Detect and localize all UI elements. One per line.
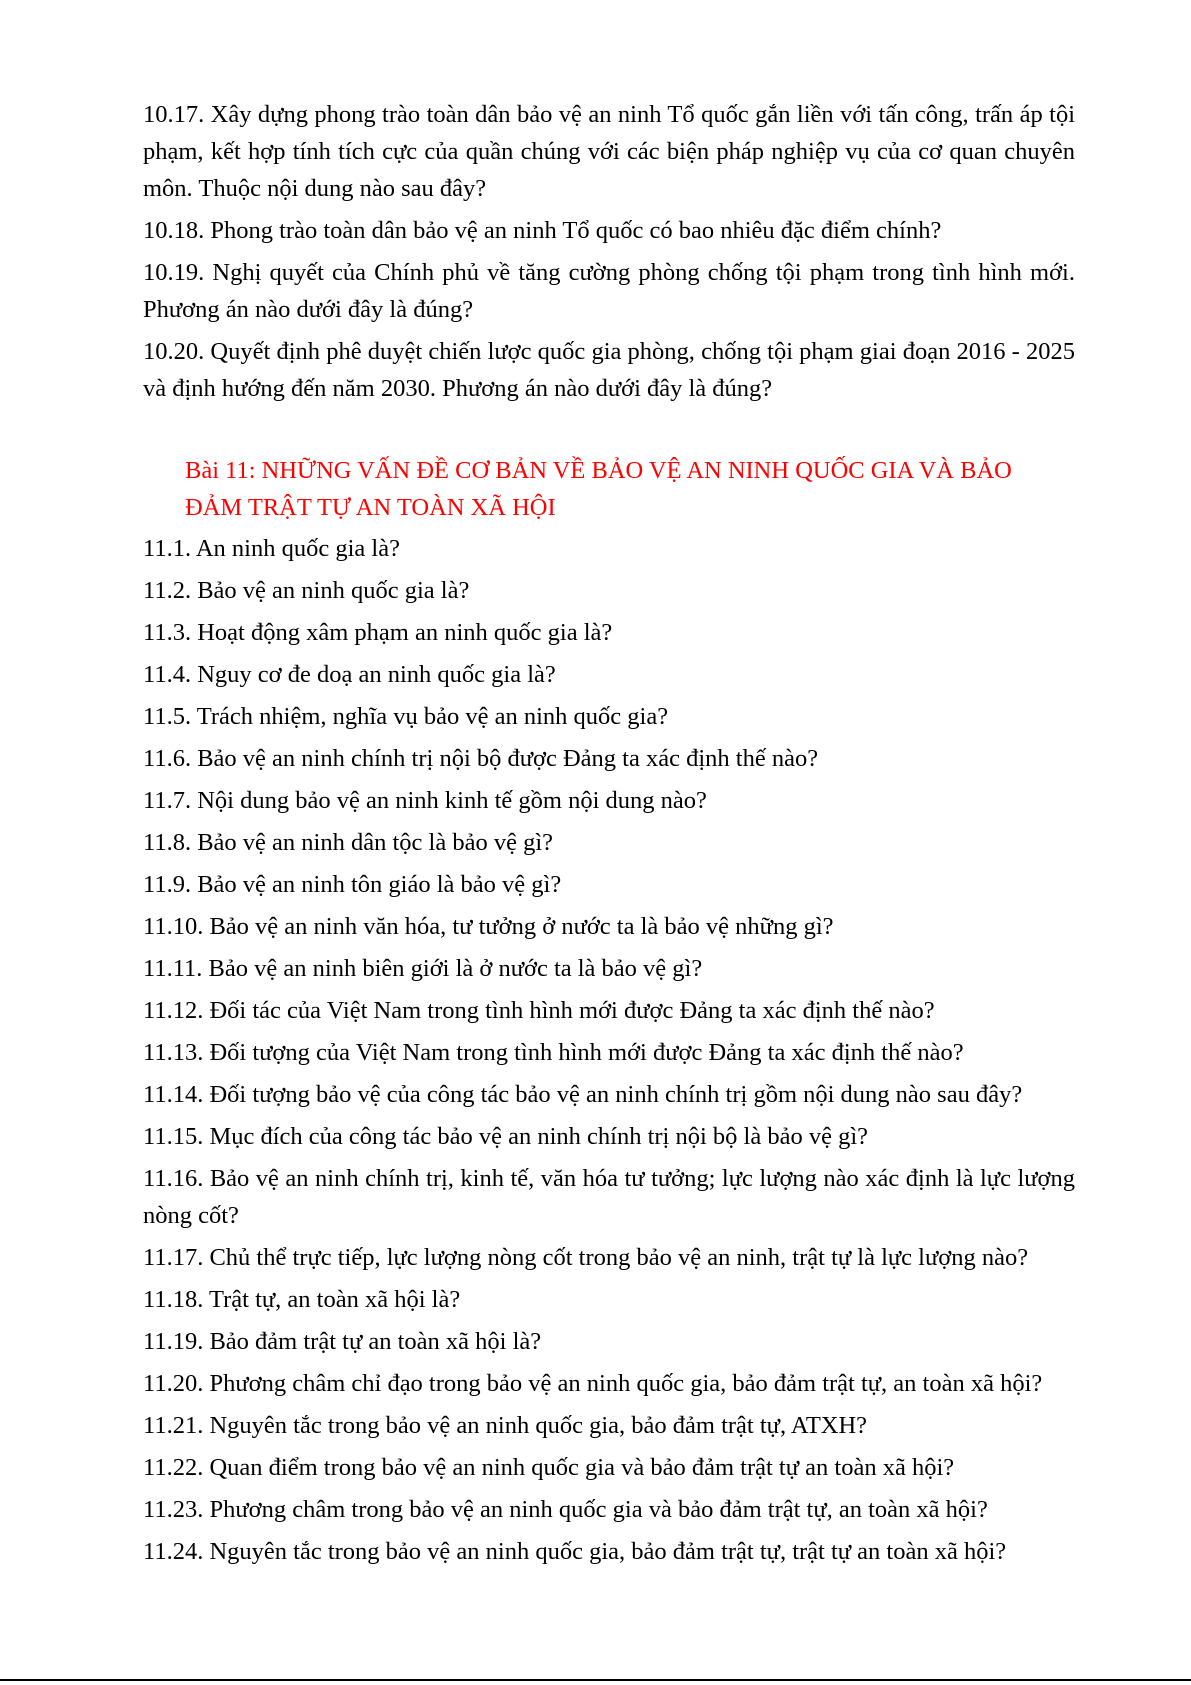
question-11-9: 11.9. Bảo vệ an ninh tôn giáo là bảo vệ gì?	[143, 871, 562, 898]
section-spacer	[143, 412, 1075, 452]
question-10-20: 10.20. Quyết định phê duyệt chiến lược quốc gia phòng, chống tội phạm giai đoạn 2016 - 2025 và định hướng đến năm 2030. Phương án nào dưới đây là đúng?	[143, 338, 1075, 402]
page-content	[143, 96, 1075, 1575]
question-11-23: 11.23. Phương châm trong bảo vệ an ninh quốc gia và bảo đảm trật tự, an toàn xã hội?	[143, 1496, 988, 1523]
questions-11-list	[143, 530, 1075, 1570]
page-bottom-border	[0, 1679, 1191, 1681]
questions-10-list	[143, 96, 1075, 407]
question-10-18: 10.18. Phong trào toàn dân bảo vệ an ninh Tổ quốc có bao nhiêu đặc điểm chính?	[143, 217, 942, 244]
question-11-1: 11.1. An ninh quốc gia là?	[143, 535, 400, 562]
question-11-16: 11.16. Bảo vệ an ninh chính trị, kinh tế, văn hóa tư tưởng; lực lượng nào xác định là lực lượng nòng cốt?	[143, 1165, 1075, 1229]
question-11-13: 11.13. Đối tượng của Việt Nam trong tình hình mới được Đảng ta xác định thế nào?	[143, 1039, 964, 1066]
question-11-2: 11.2. Bảo vệ an ninh quốc gia là?	[143, 577, 470, 604]
question-11-5: 11.5. Trách nhiệm, nghĩa vụ bảo vệ an ninh quốc gia?	[143, 703, 669, 730]
question-10-19: 10.19. Nghị quyết của Chính phủ về tăng cường phòng chống tội phạm trong tình hình mới. Phương án nào dưới đây là đúng?	[143, 259, 1075, 323]
question-11-15: 11.15. Mục đích của công tác bảo vệ an ninh chính trị nội bộ là bảo vệ gì?	[143, 1123, 869, 1150]
question-11-6: 11.6. Bảo vệ an ninh chính trị nội bộ được Đảng ta xác định thế nào?	[143, 745, 819, 772]
question-11-7: 11.7. Nội dung bảo vệ an ninh kinh tế gồm nội dung nào?	[143, 787, 707, 814]
question-11-19: 11.19. Bảo đảm trật tự an toàn xã hội là?	[143, 1328, 542, 1355]
section-11-heading: Bài 11: NHỮNG VẤN ĐỀ CƠ BẢN VỀ BẢO VỆ AN NINH QUỐC GIA VÀ BẢO ĐẢM TRẬT TỰ AN TOÀN XÃ HỘI	[185, 457, 1012, 521]
question-11-14: 11.14. Đối tượng bảo vệ của công tác bảo vệ an ninh chính trị gồm nội dung nào sau đây?	[143, 1081, 1023, 1108]
question-11-17: 11.17. Chủ thể trực tiếp, lực lượng nòng cốt trong bảo vệ an ninh, trật tự là lực lượng nào?	[143, 1244, 1029, 1271]
question-11-4: 11.4. Nguy cơ đe doạ an ninh quốc gia là?	[143, 661, 556, 688]
question-11-11: 11.11. Bảo vệ an ninh biên giới là ở nước ta là bảo vệ gì?	[143, 955, 703, 982]
question-11-24: 11.24. Nguyên tắc trong bảo vệ an ninh quốc gia, bảo đảm trật tự, trật tự an toàn xã hội?	[143, 1538, 1007, 1565]
question-11-8: 11.8. Bảo vệ an ninh dân tộc là bảo vệ gì?	[143, 829, 554, 856]
question-11-10: 11.10. Bảo vệ an ninh văn hóa, tư tưởng ở nước ta là bảo vệ những gì?	[143, 913, 834, 940]
question-11-12: 11.12. Đối tác của Việt Nam trong tình hình mới được Đảng ta xác định thế nào?	[143, 997, 935, 1024]
question-11-3: 11.3. Hoạt động xâm phạm an ninh quốc gia là?	[143, 619, 613, 646]
question-10-17: 10.17. Xây dựng phong trào toàn dân bảo vệ an ninh Tổ quốc gắn liền với tấn công, trấn áp tội phạm, kết hợp tính tích cực của quần chúng với các biện pháp nghiệp vụ của cơ quan chuyên môn. Thuộc nội dung nào sau đây?	[143, 101, 1075, 202]
question-11-18: 11.18. Trật tự, an toàn xã hội là?	[143, 1286, 461, 1313]
question-11-21: 11.21. Nguyên tắc trong bảo vệ an ninh quốc gia, bảo đảm trật tự, ATXH?	[143, 1412, 868, 1439]
question-11-22: 11.22. Quan điểm trong bảo vệ an ninh quốc gia và bảo đảm trật tự an toàn xã hội?	[143, 1454, 955, 1481]
question-11-20: 11.20. Phương châm chỉ đạo trong bảo vệ an ninh quốc gia, bảo đảm trật tự, an toàn xã hội?	[143, 1370, 1043, 1397]
